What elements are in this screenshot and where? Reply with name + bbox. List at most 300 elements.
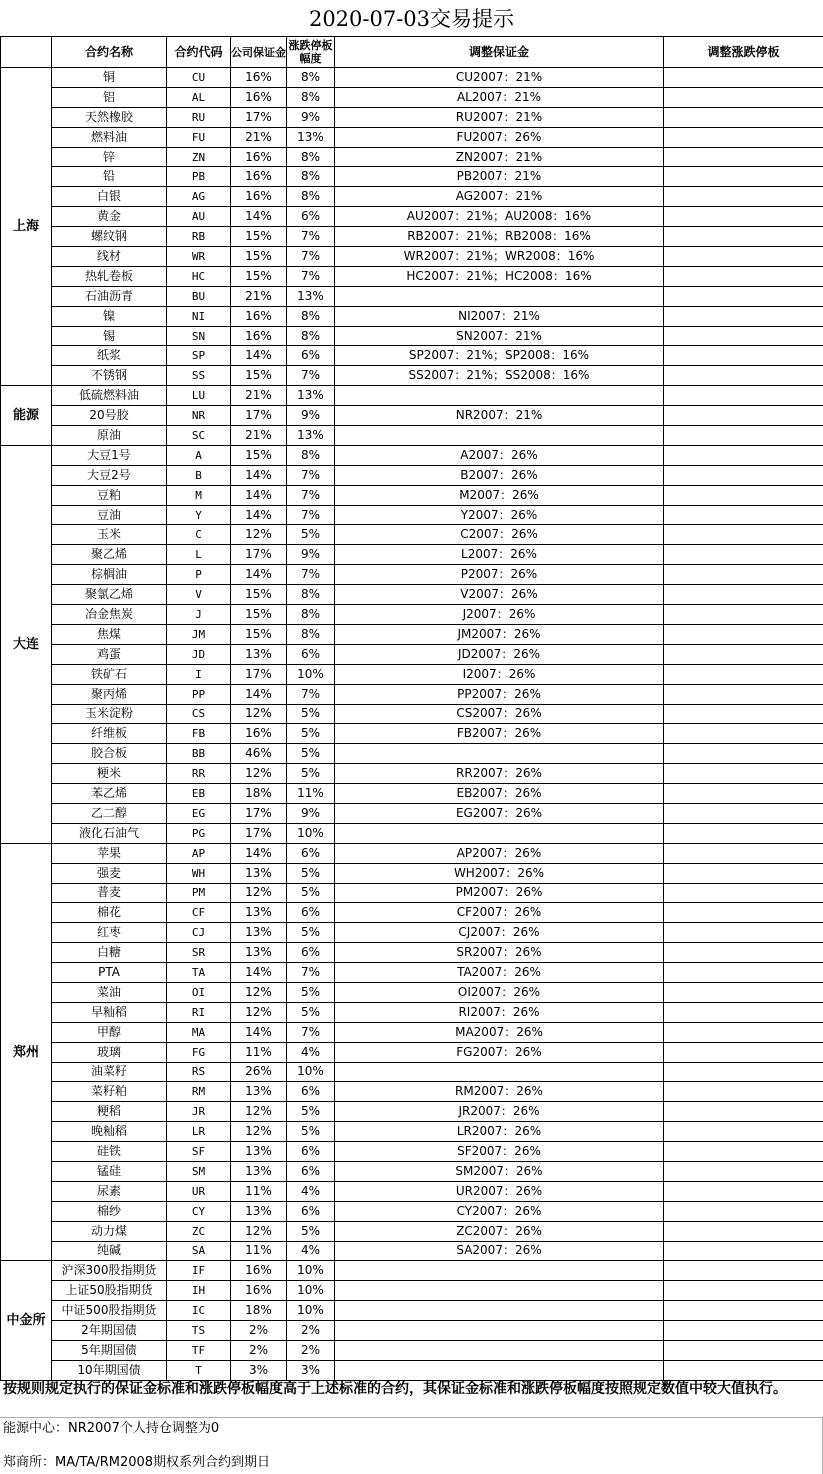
contract-name: 锡 [52, 326, 167, 346]
header-exchange [1, 37, 52, 68]
company-margin: 14% [231, 565, 287, 585]
contract-name: 玉米 [52, 525, 167, 545]
adjusted-limit [664, 605, 823, 625]
contract-code: RI [167, 1002, 231, 1022]
limit-range: 5% [287, 1002, 335, 1022]
adjusted-limit [664, 326, 823, 346]
limit-range: 8% [287, 68, 335, 88]
limit-range: 8% [287, 624, 335, 644]
contract-code: UR [167, 1181, 231, 1201]
adjusted-margin: SF2007：26% [335, 1142, 664, 1162]
limit-range: 4% [287, 1181, 335, 1201]
contract-name: 聚乙烯 [52, 545, 167, 565]
adjusted-margin: ZC2007：26% [335, 1221, 664, 1241]
company-margin: 16% [231, 87, 287, 107]
table-row [1, 565, 823, 585]
adjusted-limit [664, 68, 823, 88]
adjusted-margin [335, 1341, 664, 1361]
adjusted-limit [664, 1042, 823, 1062]
table-row [1, 68, 823, 88]
limit-range: 6% [287, 1161, 335, 1181]
adjusted-margin: I2007：26% [335, 664, 664, 684]
header-limit: 涨跌停板幅度 [287, 37, 335, 68]
adjusted-limit [664, 1281, 823, 1301]
contract-code: PG [167, 823, 231, 843]
contract-code: V [167, 585, 231, 605]
limit-range: 13% [287, 127, 335, 147]
contract-name: 20号胶 [52, 406, 167, 426]
table-row [1, 923, 823, 943]
trading-table [0, 36, 823, 1381]
adjusted-margin: UR2007：26% [335, 1181, 664, 1201]
limit-range: 13% [287, 426, 335, 446]
limit-range: 6% [287, 943, 335, 963]
table-row [1, 426, 823, 446]
table-row [1, 386, 823, 406]
adjusted-limit [664, 1221, 823, 1241]
adjusted-limit [664, 1201, 823, 1221]
contract-name: 早籼稻 [52, 1002, 167, 1022]
contract-name: 螺纹钢 [52, 227, 167, 247]
table-row [1, 1142, 823, 1162]
company-margin: 21% [231, 127, 287, 147]
adjusted-limit [664, 1360, 823, 1380]
company-margin: 13% [231, 863, 287, 883]
adjusted-margin: SN2007：21% [335, 326, 664, 346]
contract-code: FG [167, 1042, 231, 1062]
table-row [1, 1082, 823, 1102]
limit-range: 8% [287, 605, 335, 625]
company-margin: 17% [231, 803, 287, 823]
company-margin: 15% [231, 624, 287, 644]
table-row [1, 127, 823, 147]
company-margin: 16% [231, 724, 287, 744]
limit-range: 6% [287, 1201, 335, 1221]
contract-code: AP [167, 843, 231, 863]
adjusted-margin [335, 1360, 664, 1380]
company-margin: 15% [231, 605, 287, 625]
contract-code: RS [167, 1062, 231, 1082]
exchange-cell: 能源 [1, 386, 52, 446]
table-row [1, 982, 823, 1002]
table-row [1, 963, 823, 983]
contract-name: 燃料油 [52, 127, 167, 147]
limit-range: 13% [287, 286, 335, 306]
limit-range: 5% [287, 1122, 335, 1142]
table-row [1, 1221, 823, 1241]
limit-range: 5% [287, 863, 335, 883]
table-row [1, 286, 823, 306]
company-margin: 14% [231, 684, 287, 704]
contract-code: LR [167, 1122, 231, 1142]
company-margin: 16% [231, 306, 287, 326]
adjusted-margin [335, 386, 664, 406]
contract-name: 硅铁 [52, 1142, 167, 1162]
adjusted-margin: RU2007：21% [335, 107, 664, 127]
adjusted-limit [664, 744, 823, 764]
contract-code: BU [167, 286, 231, 306]
table-row [1, 1002, 823, 1022]
limit-range: 5% [287, 883, 335, 903]
adjusted-limit [664, 644, 823, 664]
contract-name: 冶金焦炭 [52, 605, 167, 625]
header-row [1, 37, 823, 68]
limit-range: 6% [287, 346, 335, 366]
company-margin: 13% [231, 923, 287, 943]
adjusted-margin: B2007：26% [335, 465, 664, 485]
contract-code: T [167, 1360, 231, 1380]
contract-name: 粳米 [52, 764, 167, 784]
table-row [1, 326, 823, 346]
adjusted-limit [664, 585, 823, 605]
table-row [1, 147, 823, 167]
contract-name: 10年期国债 [52, 1360, 167, 1380]
company-margin: 14% [231, 207, 287, 227]
limit-range: 8% [287, 585, 335, 605]
company-margin: 14% [231, 963, 287, 983]
limit-range: 9% [287, 803, 335, 823]
limit-range: 13% [287, 386, 335, 406]
limit-range: 7% [287, 247, 335, 267]
contract-name: 上证50股指期货 [52, 1281, 167, 1301]
company-margin: 14% [231, 1022, 287, 1042]
contract-name: 铁矿石 [52, 664, 167, 684]
contract-name: 线材 [52, 247, 167, 267]
adjusted-margin: OI2007：26% [335, 982, 664, 1002]
contract-code: RM [167, 1082, 231, 1102]
contract-code: TS [167, 1321, 231, 1341]
adjusted-limit [664, 1241, 823, 1261]
adjusted-limit [664, 306, 823, 326]
company-margin: 15% [231, 445, 287, 465]
contract-code: EB [167, 784, 231, 804]
limit-range: 7% [287, 227, 335, 247]
adjusted-limit [664, 1181, 823, 1201]
limit-range: 9% [287, 107, 335, 127]
contract-code: SP [167, 346, 231, 366]
table-row [1, 1161, 823, 1181]
contract-code: SF [167, 1142, 231, 1162]
adjusted-limit [664, 286, 823, 306]
adjusted-limit [664, 87, 823, 107]
contract-name: 白糖 [52, 943, 167, 963]
limit-range: 2% [287, 1341, 335, 1361]
adjusted-limit [664, 784, 823, 804]
contract-name: 聚氯乙烯 [52, 585, 167, 605]
limit-range: 5% [287, 982, 335, 1002]
company-margin: 21% [231, 286, 287, 306]
table-row [1, 187, 823, 207]
company-margin: 16% [231, 187, 287, 207]
adjusted-margin: RR2007：26% [335, 764, 664, 784]
contract-name: 苯乙烯 [52, 784, 167, 804]
adjusted-margin: C2007：26% [335, 525, 664, 545]
contract-name: 菜油 [52, 982, 167, 1002]
adjusted-margin: PP2007：26% [335, 684, 664, 704]
adjusted-margin: MA2007：26% [335, 1022, 664, 1042]
company-margin: 14% [231, 465, 287, 485]
company-margin: 14% [231, 843, 287, 863]
contract-name: 低硫燃料油 [52, 386, 167, 406]
adjusted-limit [664, 366, 823, 386]
company-margin: 13% [231, 1161, 287, 1181]
header-adj-limit: 调整涨跌停板 [664, 37, 823, 68]
contract-name: 棉花 [52, 903, 167, 923]
company-margin: 26% [231, 1062, 287, 1082]
limit-range: 6% [287, 207, 335, 227]
contract-code: IC [167, 1301, 231, 1321]
table-row [1, 803, 823, 823]
limit-range: 6% [287, 644, 335, 664]
company-margin: 17% [231, 823, 287, 843]
contract-code: NR [167, 406, 231, 426]
company-margin: 12% [231, 704, 287, 724]
company-margin: 12% [231, 1122, 287, 1142]
contract-name: 黄金 [52, 207, 167, 227]
company-margin: 12% [231, 764, 287, 784]
adjusted-margin: HC2007：21%；HC2008：16% [335, 266, 664, 286]
adjusted-limit [664, 704, 823, 724]
contract-name: 苹果 [52, 843, 167, 863]
company-margin: 13% [231, 903, 287, 923]
contract-name: 纯碱 [52, 1241, 167, 1261]
adjusted-limit [664, 545, 823, 565]
adjusted-margin: JD2007：26% [335, 644, 664, 664]
table-row [1, 903, 823, 923]
company-margin: 2% [231, 1341, 287, 1361]
company-margin: 21% [231, 426, 287, 446]
table-row [1, 87, 823, 107]
table-row [1, 1301, 823, 1321]
table-row [1, 485, 823, 505]
contract-name: 粳稻 [52, 1102, 167, 1122]
contract-code: JD [167, 644, 231, 664]
contract-name: 菜籽粕 [52, 1082, 167, 1102]
contract-name: 棕榈油 [52, 565, 167, 585]
contract-code: PM [167, 883, 231, 903]
table-row [1, 247, 823, 267]
contract-code: HC [167, 266, 231, 286]
contract-name: 玻璃 [52, 1042, 167, 1062]
table-row [1, 1201, 823, 1221]
company-margin: 11% [231, 1042, 287, 1062]
adjusted-margin: SP2007：21%；SP2008：16% [335, 346, 664, 366]
adjusted-limit [664, 863, 823, 883]
adjusted-margin: FU2007：26% [335, 127, 664, 147]
table-row [1, 664, 823, 684]
company-margin: 15% [231, 227, 287, 247]
company-margin: 17% [231, 664, 287, 684]
contract-name: 中证500股指期货 [52, 1301, 167, 1321]
contract-code: FU [167, 127, 231, 147]
header-adj-margin: 调整保证金 [335, 37, 664, 68]
contract-name: 豆粕 [52, 485, 167, 505]
adjusted-limit [664, 1062, 823, 1082]
adjusted-margin: JR2007：26% [335, 1102, 664, 1122]
adjusted-margin: AU2007：21%；AU2008：16% [335, 207, 664, 227]
contract-name: 聚丙烯 [52, 684, 167, 704]
adjusted-margin [335, 426, 664, 446]
adjusted-margin [335, 744, 664, 764]
adjusted-margin: J2007：26% [335, 605, 664, 625]
contract-code: SN [167, 326, 231, 346]
adjusted-limit [664, 505, 823, 525]
contract-name: 铅 [52, 167, 167, 187]
adjusted-margin [335, 823, 664, 843]
adjusted-limit [664, 1341, 823, 1361]
adjusted-limit [664, 107, 823, 127]
table-row [1, 1181, 823, 1201]
company-margin: 11% [231, 1241, 287, 1261]
adjusted-limit [664, 227, 823, 247]
adjusted-margin: NR2007：21% [335, 406, 664, 426]
table-row [1, 764, 823, 784]
rule-note: 按规则规定执行的保证金标准和涨跌停板幅度高于上述标准的合约，其保证金标准和涨跌停板幅度按照规定数值中较大值执行。 [3, 1381, 787, 1397]
contract-code: TF [167, 1341, 231, 1361]
contract-code: CU [167, 68, 231, 88]
adjusted-limit [664, 1082, 823, 1102]
table-row [1, 1042, 823, 1062]
company-margin: 12% [231, 1002, 287, 1022]
adjusted-margin [335, 1261, 664, 1281]
contract-name: 棉纱 [52, 1201, 167, 1221]
table-row [1, 207, 823, 227]
adjusted-limit [664, 1161, 823, 1181]
adjusted-limit [664, 465, 823, 485]
adjusted-limit [664, 963, 823, 983]
limit-range: 5% [287, 525, 335, 545]
company-margin: 13% [231, 943, 287, 963]
adjusted-margin: AL2007：21% [335, 87, 664, 107]
limit-range: 5% [287, 744, 335, 764]
limit-range: 8% [287, 187, 335, 207]
contract-name: PTA [52, 963, 167, 983]
contract-name: 大豆2号 [52, 465, 167, 485]
contract-name: 普麦 [52, 883, 167, 903]
adjusted-limit [664, 167, 823, 187]
company-margin: 18% [231, 1301, 287, 1321]
table-row [1, 1241, 823, 1261]
adjusted-limit [664, 346, 823, 366]
limit-range: 5% [287, 1221, 335, 1241]
adjusted-limit [664, 1261, 823, 1281]
contract-code: AG [167, 187, 231, 207]
adjusted-margin: CJ2007：26% [335, 923, 664, 943]
table-row [1, 1321, 823, 1341]
table-row [1, 605, 823, 625]
contract-code: B [167, 465, 231, 485]
adjusted-limit [664, 664, 823, 684]
adjusted-margin: CY2007：26% [335, 1201, 664, 1221]
limit-range: 10% [287, 1062, 335, 1082]
table-row [1, 724, 823, 744]
exchange-cell: 大连 [1, 445, 52, 843]
limit-range: 5% [287, 764, 335, 784]
adjusted-margin: CS2007：26% [335, 704, 664, 724]
company-margin: 15% [231, 247, 287, 267]
contract-name: 2年期国债 [52, 1321, 167, 1341]
contract-name: 镍 [52, 306, 167, 326]
adjusted-margin: NI2007：21% [335, 306, 664, 326]
contract-code: WH [167, 863, 231, 883]
limit-range: 10% [287, 1261, 335, 1281]
adjusted-limit [664, 624, 823, 644]
contract-name: 动力煤 [52, 1221, 167, 1241]
table-row [1, 167, 823, 187]
company-margin: 16% [231, 68, 287, 88]
limit-range: 7% [287, 266, 335, 286]
adjusted-limit [664, 426, 823, 446]
contract-code: RU [167, 107, 231, 127]
contract-code: PB [167, 167, 231, 187]
adjusted-margin: AG2007：21% [335, 187, 664, 207]
limit-range: 7% [287, 684, 335, 704]
limit-range: 7% [287, 465, 335, 485]
contract-name: 液化石油气 [52, 823, 167, 843]
contract-name: 焦煤 [52, 624, 167, 644]
adjusted-margin: CF2007：26% [335, 903, 664, 923]
adjusted-margin: CU2007：21% [335, 68, 664, 88]
contract-code: SM [167, 1161, 231, 1181]
contract-code: SR [167, 943, 231, 963]
adjusted-margin [335, 286, 664, 306]
company-margin: 2% [231, 1321, 287, 1341]
contract-code: I [167, 664, 231, 684]
contract-name: 玉米淀粉 [52, 704, 167, 724]
adjusted-margin: RB2007：21%；RB2008：16% [335, 227, 664, 247]
table-row [1, 585, 823, 605]
contract-code: EG [167, 803, 231, 823]
company-margin: 15% [231, 366, 287, 386]
table-row [1, 366, 823, 386]
adjusted-limit [664, 1142, 823, 1162]
company-margin: 17% [231, 545, 287, 565]
adjusted-limit [664, 187, 823, 207]
table-row [1, 843, 823, 863]
limit-range: 10% [287, 823, 335, 843]
company-margin: 13% [231, 1082, 287, 1102]
limit-range: 9% [287, 406, 335, 426]
contract-code: NI [167, 306, 231, 326]
header-margin: 公司保证金 [231, 37, 287, 68]
table-row [1, 266, 823, 286]
contract-name: 强麦 [52, 863, 167, 883]
adjusted-margin: SA2007：26% [335, 1241, 664, 1261]
table-row [1, 1281, 823, 1301]
adjusted-limit [664, 883, 823, 903]
company-margin: 12% [231, 982, 287, 1002]
limit-range: 4% [287, 1241, 335, 1261]
table-row [1, 1122, 823, 1142]
company-margin: 17% [231, 107, 287, 127]
contract-name: 白银 [52, 187, 167, 207]
adjusted-limit [664, 943, 823, 963]
adjusted-margin: AP2007：26% [335, 843, 664, 863]
limit-range: 8% [287, 87, 335, 107]
adjusted-limit [664, 803, 823, 823]
divider [0, 1417, 823, 1418]
exchange-cell: 中金所 [1, 1261, 52, 1380]
contract-code: M [167, 485, 231, 505]
adjusted-limit [664, 1301, 823, 1321]
adjusted-margin: FG2007：26% [335, 1042, 664, 1062]
company-margin: 15% [231, 266, 287, 286]
contract-name: 晚籼稻 [52, 1122, 167, 1142]
limit-range: 7% [287, 565, 335, 585]
contract-code: IH [167, 1281, 231, 1301]
company-margin: 16% [231, 1281, 287, 1301]
adjusted-margin: WH2007：26% [335, 863, 664, 883]
